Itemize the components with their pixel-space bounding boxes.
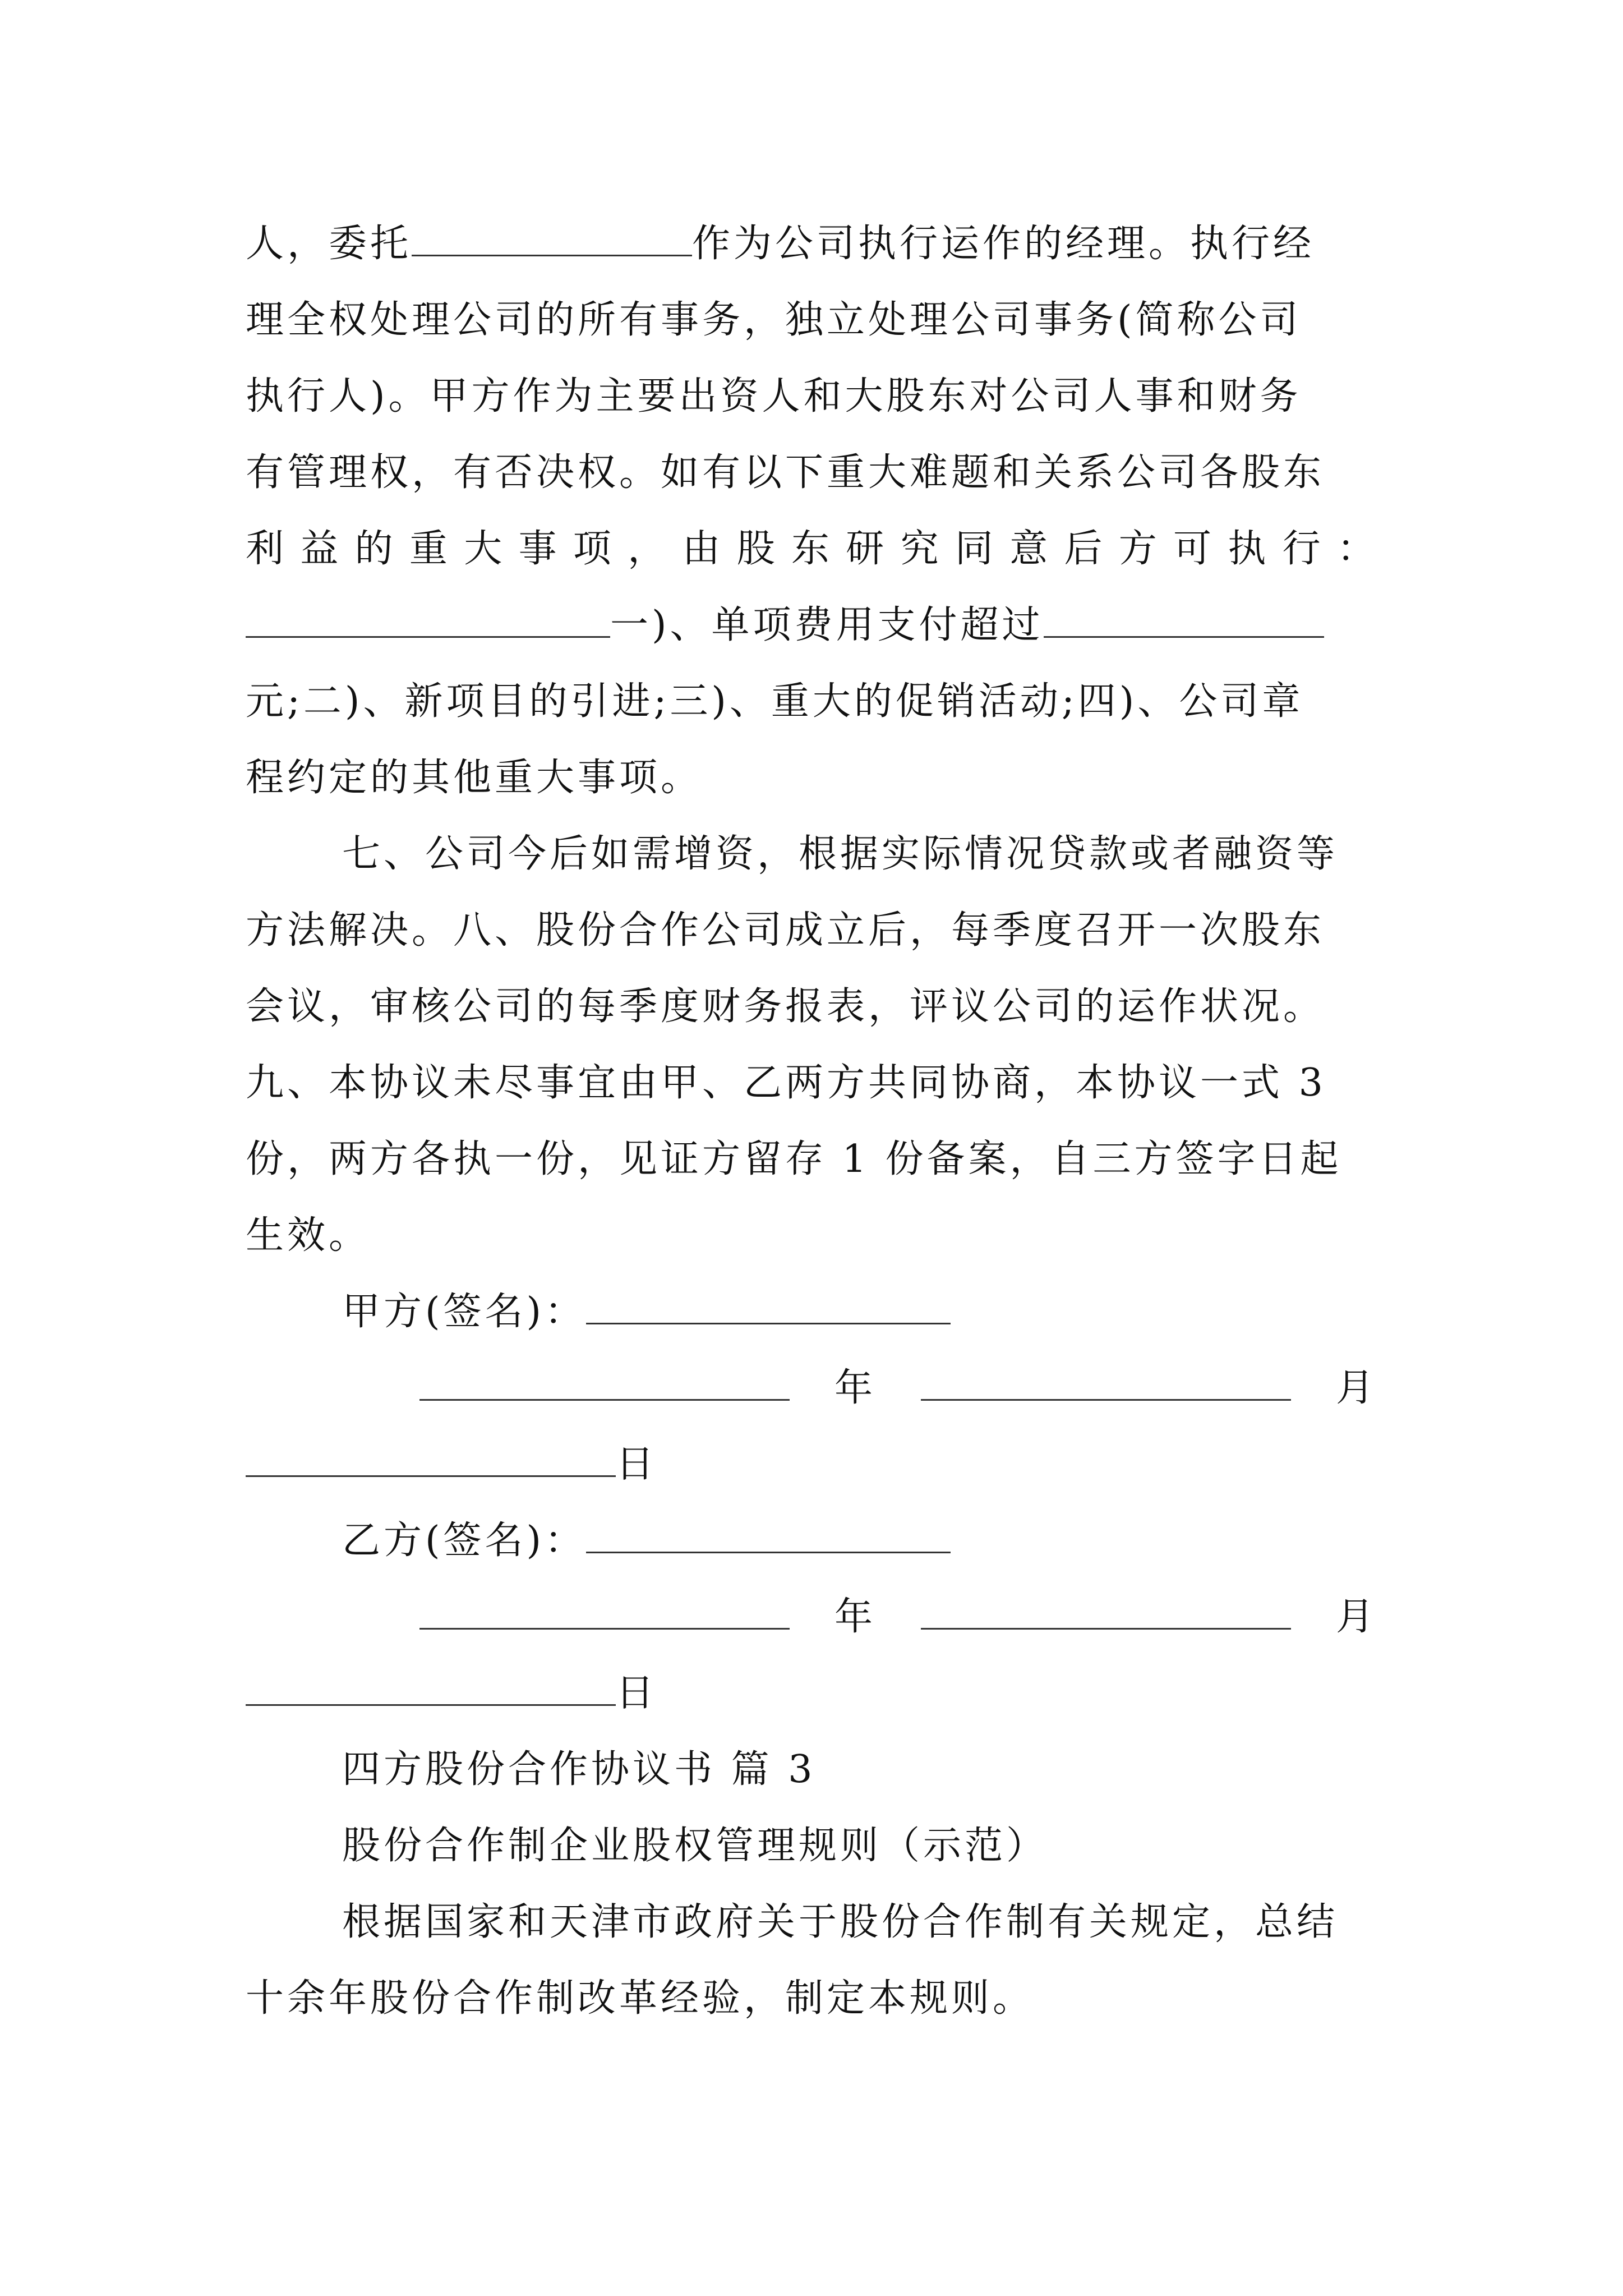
- text-line: 有管理权，有否决权。如有以下重大难题和关系公司各股东: [246, 450, 1325, 495]
- day-label: 日: [616, 1671, 658, 1715]
- text-line: 根据国家和天津市政府关于股份合作制有关规定，总结: [342, 1900, 1339, 1944]
- year-label: 年: [834, 1595, 877, 1639]
- text-segment: 人，委托: [246, 222, 412, 266]
- month-blank: [921, 1360, 1291, 1401]
- text-line: [246, 210, 1315, 278]
- party-b-label: 乙方(签名)：: [342, 1519, 587, 1563]
- text-line: 会议，审核公司的每季度财务报表，评议公司的运作状况。: [246, 984, 1325, 1029]
- text-line: 生效。: [246, 1213, 371, 1258]
- party-b-signature-line: [342, 1507, 951, 1575]
- party-a-signature-line: [342, 1278, 951, 1346]
- month-label: 月: [1336, 1366, 1378, 1410]
- day-blank: [246, 1665, 616, 1706]
- month-label: 月: [1336, 1595, 1378, 1639]
- date-line: [246, 1431, 657, 1498]
- signature-blank: [586, 1512, 951, 1553]
- text-line: [246, 592, 1324, 659]
- text-line: 利益的重大事项，由股东研究同意后方可执行：: [246, 527, 1378, 571]
- text-line: 理全权处理公司的所有事务，独立处理公司事务(简称公司: [246, 298, 1302, 342]
- fill-in-blank: [1044, 597, 1324, 638]
- text-line: 十余年股份合作制改革经验，制定本规则。: [246, 1976, 1035, 2021]
- text-line: 九、本协议未尽事宜由甲、乙两方共同协商，本协议一式 3: [246, 1061, 1326, 1105]
- text-segment: 作为公司执行运作的经理。执行经: [692, 222, 1315, 266]
- fill-in-blank: [246, 597, 610, 638]
- text-line: 执行人)。甲方作为主要出资人和大股东对公司人事和财务: [246, 374, 1302, 418]
- signature-blank: [586, 1283, 951, 1324]
- date-line: [246, 1660, 657, 1727]
- day-blank: [246, 1436, 616, 1477]
- text-line: 份，两方各执一份，见证方留存 1 份备案，自三方签字日起: [246, 1137, 1342, 1181]
- year-blank: [419, 1589, 790, 1630]
- year-label: 年: [834, 1366, 877, 1410]
- section-heading: 四方股份合作协议书 篇 3: [342, 1747, 816, 1792]
- day-label: 日: [616, 1442, 658, 1487]
- date-line: [419, 1355, 1377, 1422]
- text-segment: 一)、单项费用支付超过: [610, 603, 1044, 647]
- text-line: 方法解决。八、股份合作公司成立后，每季度召开一次股东: [246, 908, 1325, 953]
- date-line: [419, 1584, 1377, 1651]
- party-a-label: 甲方(签名)：: [342, 1290, 587, 1334]
- text-line: 七、公司今后如需增资，根据实际情况贷款或者融资等: [342, 832, 1339, 876]
- text-line: 元;二)、新项目的引进;三)、重大的促销活动;四)、公司章: [246, 679, 1304, 724]
- month-blank: [921, 1589, 1291, 1630]
- fill-in-blank: [412, 215, 692, 256]
- text-line: 程约定的其他重大事项。: [246, 756, 703, 800]
- section-subtitle: 股份合作制企业股权管理规则（示范）: [342, 1824, 1048, 1868]
- year-blank: [419, 1360, 790, 1401]
